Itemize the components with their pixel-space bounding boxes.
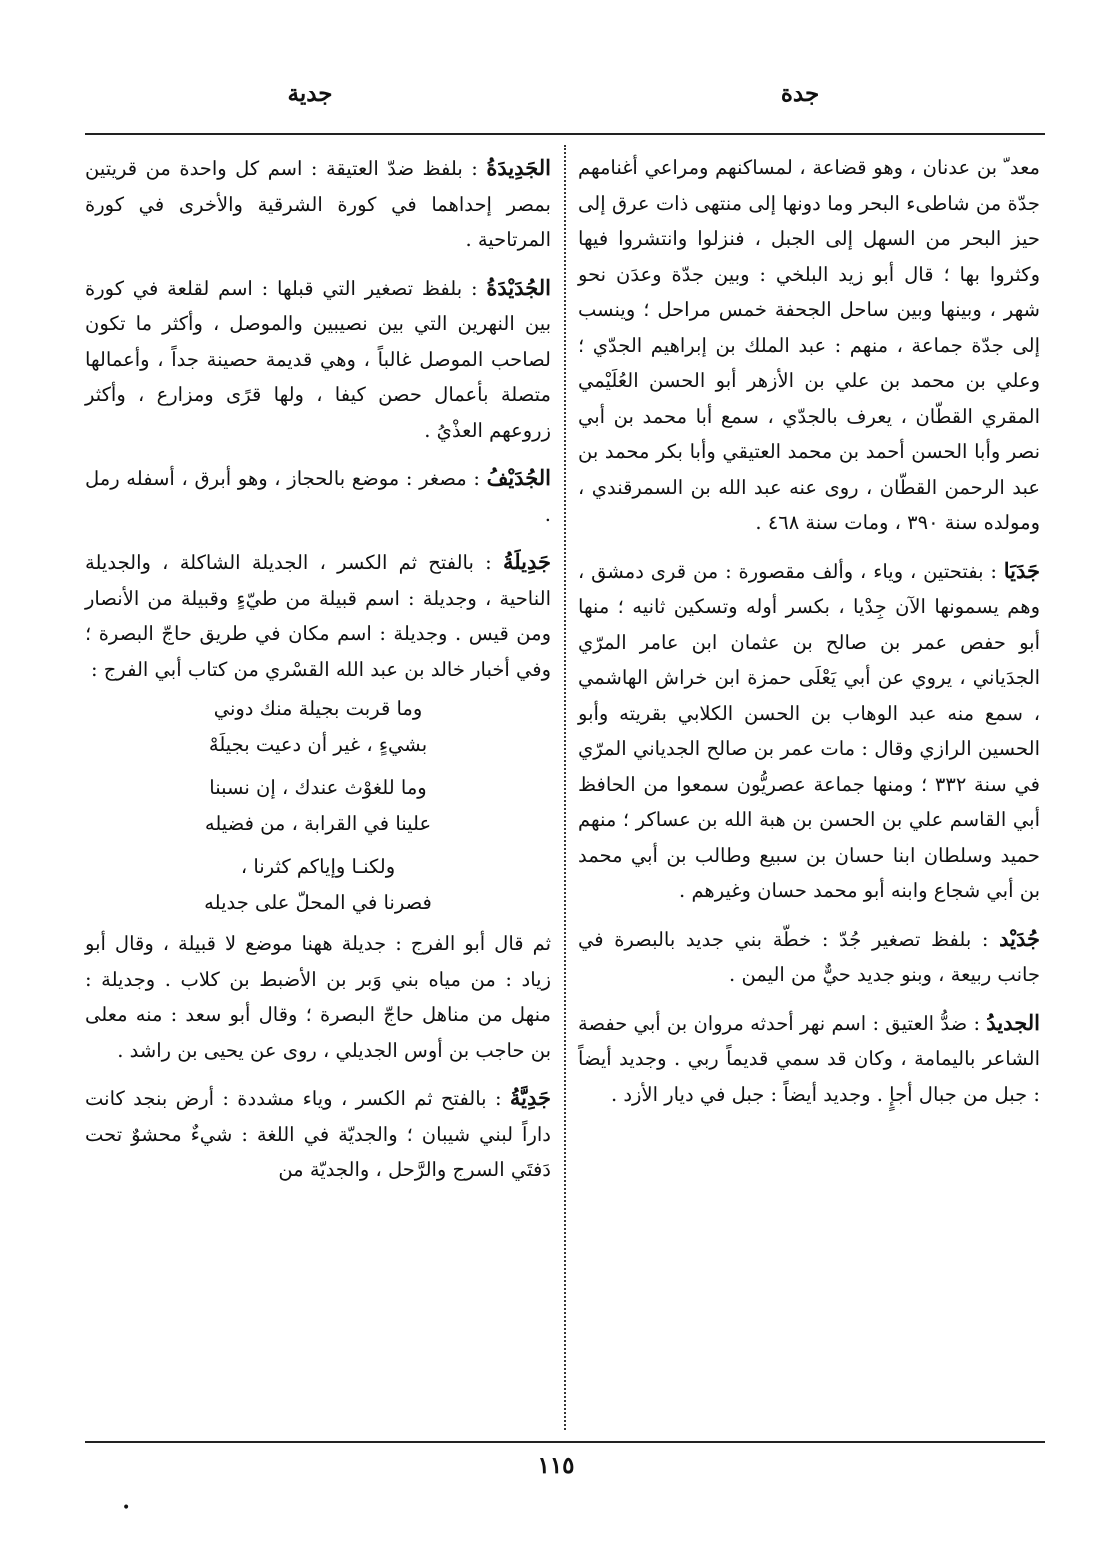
entry-text: : مصغر : موضع بالحجاز ، وهو أبرق ، أسفله رمل . <box>85 467 551 526</box>
right-column <box>578 150 1040 1124</box>
bottom-mark: • <box>122 1500 131 1516</box>
verse-line: علينا في القرابة ، من فضيله <box>204 811 432 835</box>
column-separator <box>564 145 566 1430</box>
entry-al-jadida <box>85 150 551 258</box>
entry-term: جَدِيَّةُ <box>509 1085 551 1110</box>
entry-text: : بالفتح ثم الكسر ، وياء مشددة : أرض بنجد كانت داراً لبني شيبان ؛ والجديّة في اللغة : شيءٌ محشوٌ تحت دَفتَي السرج والرَّحل ، والجديّة من <box>85 1087 551 1181</box>
entry-judayd <box>578 921 1040 993</box>
poem <box>85 691 551 920</box>
entry-text: ثم قال أبو الفرج : جديلة ههنا موضع لا قبيلة ، وقال أبو زياد : من مياه بني وَبر بن الأضبط بن كلاب . وجديلة : منهل من مناهل حاجّ البصرة ؛ وقال أبو سعد : منه معلى بن حاجب بن أوس الجديلي ، روى عن يحيى بن راشد . <box>85 932 551 1062</box>
verse-line: بشيءٍ ، غير أن دعيت بجيلَهْ <box>208 732 428 756</box>
entry-al-judayda <box>85 270 551 449</box>
entry-text: : بلفظ تصغير التي قبلها : اسم لقلعة في كورة بين النهرين التي بين نصيبين والموصل ، وأكثر ما تكون لصاحب الموصل غالباً ، وهي قديمة حصينة جداً ، وأعمالها متصلة بأعمال حصن كيفا ، ولها قرًى ومزارع ، وأكثر زروعهم العذْيُ . <box>85 276 551 442</box>
running-head-left: جدية <box>287 80 333 107</box>
entry-term: الجُدَيْفُ <box>486 465 551 490</box>
entry-term: الجُدَيْدَةُ <box>486 274 551 300</box>
entry-text: معد ّ بن عدنان ، وهو قضاعة ، لمساكنهم ومراعي أغنامهم جدّة من شاطىء البحر وما دونها إلى منتهى ذات عرق إلى حيز البحر من السهل إلى الجبل ، فنزلوا وانتشروا فيها وكثروا بها ؛ قال أبو زيد البلخي : وبين جدّة وعدَن نحو شهر ، وبينها وبين ساحل الجحفة خمس مراحل ؛ وينسب إلى جدّة جماعة ، منهم : عبد الملك بن إبراهيم الجدّي ؛ وعلي بن محمد بن علي بن الأزهر أبو الحسن العُلَيْمي المقري القطّان ، يعرف بالجدّي ، سمع أبا محمد بن أبي نصر وأبا الحسن أحمد بن محمد العتيقي وأبا بكر محمد بن عبد الرحمن القطّان ، روى عنه عبد الله بن السمرقندي ، ومولده سنة ٣٩٠ ، ومات سنة ٤٦٨ . <box>578 156 1040 534</box>
bottom-rule <box>85 1441 1045 1443</box>
left-column <box>85 150 551 1200</box>
top-rule <box>85 133 1045 135</box>
entry-jadiyya <box>85 1080 551 1188</box>
entry-term: جُدَيْد <box>999 925 1040 951</box>
verse-line: فصرنا في المحلّ على جديله <box>204 890 432 914</box>
entry-term: الجديدُ <box>986 1009 1040 1035</box>
entry-jadila <box>85 544 551 687</box>
entry-term: الجَدِيدَةُ <box>486 155 551 180</box>
verse-line: وما قربت بجيلة منك دوني <box>213 697 423 720</box>
entry-term: جَدَيَا <box>1003 557 1040 583</box>
entry-jadila-continued <box>85 926 551 1068</box>
entry-text: : بالفتح ثم الكسر ، الجديلة الشاكلة ، والجديلة الناحية ، وجديلة : اسم قبيلة من طيّءٍ وقبيلة من الأنصار ومن قيس . وجديلة : اسم مكان في طريق حاجّ البصرة ؛ وفي أخبار خالد بن عبد الله القسْري من كتاب أبي الفرج : <box>85 551 551 681</box>
entry-al-jadid <box>578 1005 1040 1113</box>
entry-text: : بفتحتين ، وياء ، وألف مقصورة : من قرى دمشق ، وهم يسمونها الآن جِدْيا ، بكسر أوله وتسكين ثانيه ؛ منها أبو حفص عمر بن صالح بن عثمان ابن عامر المرّي الجدَياني ، يروي عن أبي يَعْلَى حمزة ابن خراش الهاشمي ، سمع منه عبد الوهاب بن الحسن الكلابي بقريته وأبو الحسين الرازي وقال : مات عمر بن صالح الجدياني المرّي في سنة ٣٣٢ ؛ ومنها جماعة عصريُّون سمعوا من الحافظ أبي القاسم علي بن الحسن بن هبة الله بن عساكر ؛ منهم حميد وسلطان ابنا حسان بن سبيع وطالب بن أبي محمد بن أبي شجاع وابنه أبو محمد حسان وغيرهم . <box>578 559 1040 902</box>
entry-continuation <box>578 150 1040 541</box>
verse-line: ولكنـا وإياكم كثرنا ، <box>240 855 396 878</box>
verse-line: وما للغوْث عندك ، إن نسبنا <box>209 776 427 799</box>
entry-term: جَدِيلَةُ <box>502 549 551 574</box>
entry-text: : بلفظ تصغير جُدّ : خطّة بني جديد بالبصرة في جانب ربيعة ، وبنو جديد حيٌّ من اليمن . <box>578 927 1040 986</box>
entry-al-judayf <box>85 460 551 532</box>
entry-jadaya <box>578 553 1040 909</box>
running-head-right: جدة <box>780 80 820 107</box>
entry-text: : ضدُّ العتيق : اسم نهر أحدثه مروان بن أبي حفصة الشاعر باليمامة ، وكان قد سمي قديماً ربي . وجديد أيضاً : جبل من جبال أجإٍ . وجديد أيضاً : جبل في ديار الأزد . <box>578 1011 1040 1106</box>
page-number: ١١٥ <box>537 1452 575 1479</box>
entry-text: : بلفظ ضدّ العتيقة : اسم كل واحدة من قريتين بمصر إحداهما في كورة الشرقية والأخرى في كورة المرتاحية . <box>85 157 551 251</box>
